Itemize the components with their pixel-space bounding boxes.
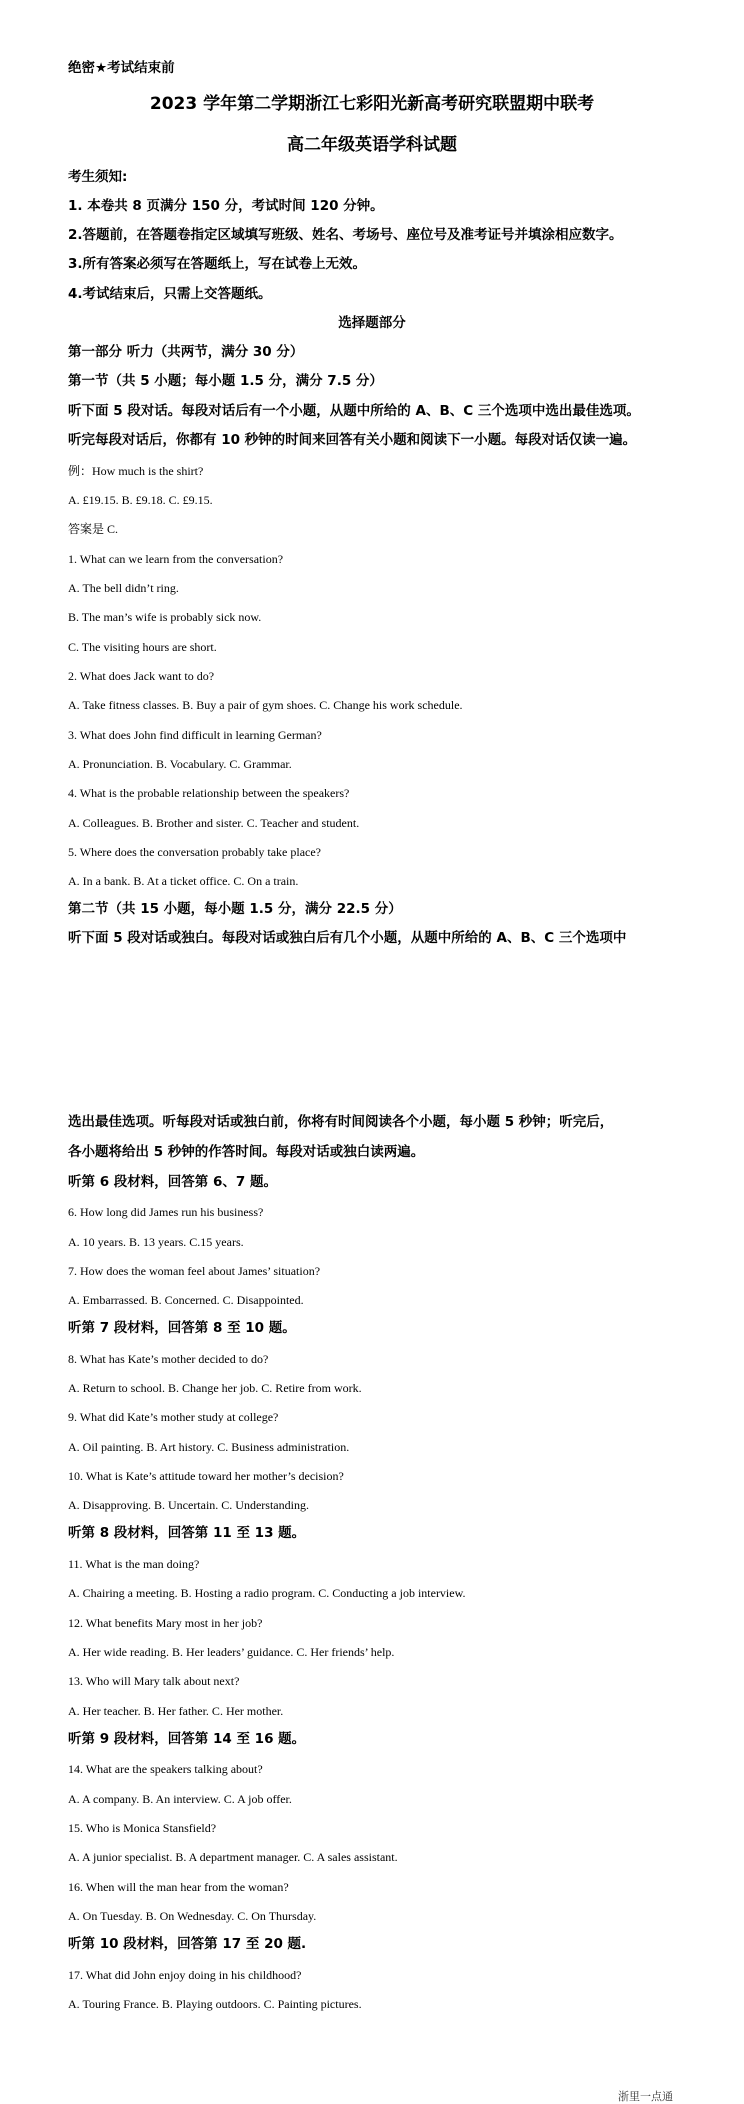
question: 13. Who will Mary talk about next? bbox=[68, 1674, 240, 1688]
question: 8. What has Kate’s mother decided to do? bbox=[68, 1352, 269, 1366]
option-line: A. Embarrassed. B. Concerned. C. Disappointed. bbox=[68, 1293, 304, 1307]
question: 16. When will the man hear from the woman? bbox=[68, 1880, 289, 1894]
option-line: B. The man’s wife is probably sick now. bbox=[68, 610, 262, 624]
example-question: 例：How much is the shirt? bbox=[68, 464, 204, 478]
example-options: A. £19.15. B. £9.18. C. £9.15. bbox=[68, 493, 213, 507]
option-line: A. Her teacher. B. Her father. C. Her mother. bbox=[68, 1704, 284, 1718]
option-line: C. The visiting hours are short. bbox=[68, 640, 217, 654]
option-line: A. Take fitness classes. B. Buy a pair of gym shoes. C. Change his work schedule. bbox=[68, 698, 463, 712]
section1-instruction: 听下面 5 段对话。每段对话后有一个小题，从题中所给的 A、B、C 三个选项中选出最佳选项。 bbox=[68, 403, 640, 419]
notice-heading: 考生须知: bbox=[68, 169, 128, 185]
footer-watermark: 浙里一点通 bbox=[618, 2090, 673, 2103]
exam-title: 2023 学年第二学期浙江七彩阳光新高考研究联盟期中联考 bbox=[149, 94, 595, 114]
option-line: A. A junior specialist. B. A department manager. C. A sales assistant. bbox=[68, 1850, 398, 1864]
section2-instruction: 各小题将给出 5 秒钟的作答时间。每段对话或独白读两遍。 bbox=[68, 1144, 425, 1160]
question: 10. What is Kate’s attitude toward her mother’s decision? bbox=[68, 1469, 344, 1483]
group-heading: 听第 10 段材料，回答第 17 至 20 题. bbox=[68, 1936, 307, 1952]
option-line: A. Colleagues. B. Brother and sister. C. Teacher and student. bbox=[68, 816, 360, 830]
option-line: A. Return to school. B. Change her job. C. Retire from work. bbox=[68, 1381, 362, 1395]
option-line: A. Chairing a meeting. B. Hosting a radio program. C. Conducting a job interview. bbox=[68, 1586, 466, 1600]
question: 12. What benefits Mary most in her job? bbox=[68, 1616, 263, 1630]
option-line: A. Oil painting. B. Art history. C. Business administration. bbox=[68, 1440, 350, 1454]
section2-instruction: 选出最佳选项。听每段对话或独白前，你将有时间阅读各个小题，每小题 5 秒钟；听完后， bbox=[68, 1114, 614, 1130]
section2-title: 第二节（共 15 小题，每小题 1.5 分，满分 22.5 分） bbox=[68, 901, 402, 917]
example-answer: 答案是 C. bbox=[68, 522, 119, 536]
notice-item: 4.考试结束后，只需上交答题纸。 bbox=[68, 286, 272, 302]
group-heading: 听第 8 段材料，回答第 11 至 13 题。 bbox=[68, 1525, 306, 1541]
exam-subtitle: 高二年级英语学科试题 bbox=[287, 135, 457, 155]
question: 6. How long did James run his business? bbox=[68, 1205, 264, 1219]
option-line: A. The bell didn’t ring. bbox=[68, 581, 179, 595]
part-title: 第一部分 听力（共两节，满分 30 分） bbox=[68, 344, 304, 360]
question: 5. Where does the conversation probably take place? bbox=[68, 845, 322, 859]
group-heading: 听第 6 段材料，回答第 6、7 题。 bbox=[68, 1174, 277, 1190]
option-line: A. In a bank. B. At a ticket office. C. On a train. bbox=[68, 874, 299, 888]
group-heading: 听第 7 段材料，回答第 8 至 10 题。 bbox=[68, 1320, 296, 1336]
confidential-mark: 绝密★考试结束前 bbox=[68, 60, 175, 76]
group-heading: 听第 9 段材料，回答第 14 至 16 题。 bbox=[68, 1731, 306, 1747]
option-line: A. Pronunciation. B. Vocabulary. C. Grammar. bbox=[68, 757, 292, 771]
option-line: A. Disapproving. B. Uncertain. C. Understanding. bbox=[68, 1498, 309, 1512]
question: 2. What does Jack want to do? bbox=[68, 669, 215, 683]
question: 1. What can we learn from the conversation? bbox=[68, 552, 284, 566]
question: 11. What is the man doing? bbox=[68, 1557, 200, 1571]
notice-item: 1. 本卷共 8 页满分 150 分，考试时间 120 分钟。 bbox=[68, 198, 384, 214]
option-line: A. Her wide reading. B. Her leaders’ guidance. C. Her friends’ help. bbox=[68, 1645, 395, 1659]
question: 14. What are the speakers talking about? bbox=[68, 1762, 263, 1776]
section-title: 选择题部分 bbox=[338, 315, 406, 331]
question: 4. What is the probable relationship between the speakers? bbox=[68, 786, 350, 800]
question: 9. What did Kate’s mother study at college? bbox=[68, 1410, 279, 1424]
question: 15. Who is Monica Stansfield? bbox=[68, 1821, 217, 1835]
section2-instruction: 听下面 5 段对话或独白。每段对话或独白后有几个小题，从题中所给的 A、B、C 三个选项中 bbox=[68, 930, 627, 946]
notice-item: 2.答题前，在答题卷指定区域填写班级、姓名、考场号、座位号及准考证号并填涂相应数字。 bbox=[68, 227, 623, 243]
option-line: A. A company. B. An interview. C. A job offer. bbox=[68, 1792, 292, 1806]
notice-item: 3.所有答案必须写在答题纸上，写在试卷上无效。 bbox=[68, 256, 367, 272]
section1-title: 第一节（共 5 小题；每小题 1.5 分，满分 7.5 分） bbox=[68, 373, 383, 389]
section1-instruction: 听完每段对话后，你都有 10 秒钟的时间来回答有关小题和阅读下一小题。每段对话仅读一遍。 bbox=[68, 432, 637, 448]
question: 3. What does John find difficult in learning German? bbox=[68, 728, 322, 742]
option-line: A. On Tuesday. B. On Wednesday. C. On Thursday. bbox=[68, 1909, 317, 1923]
question: 17. What did John enjoy doing in his childhood? bbox=[68, 1968, 302, 1982]
option-line: A. 10 years. B. 13 years. C.15 years. bbox=[68, 1235, 244, 1249]
question: 7. How does the woman feel about James’ situation? bbox=[68, 1264, 321, 1278]
option-line: A. Touring France. B. Playing outdoors. C. Painting pictures. bbox=[68, 1997, 362, 2011]
